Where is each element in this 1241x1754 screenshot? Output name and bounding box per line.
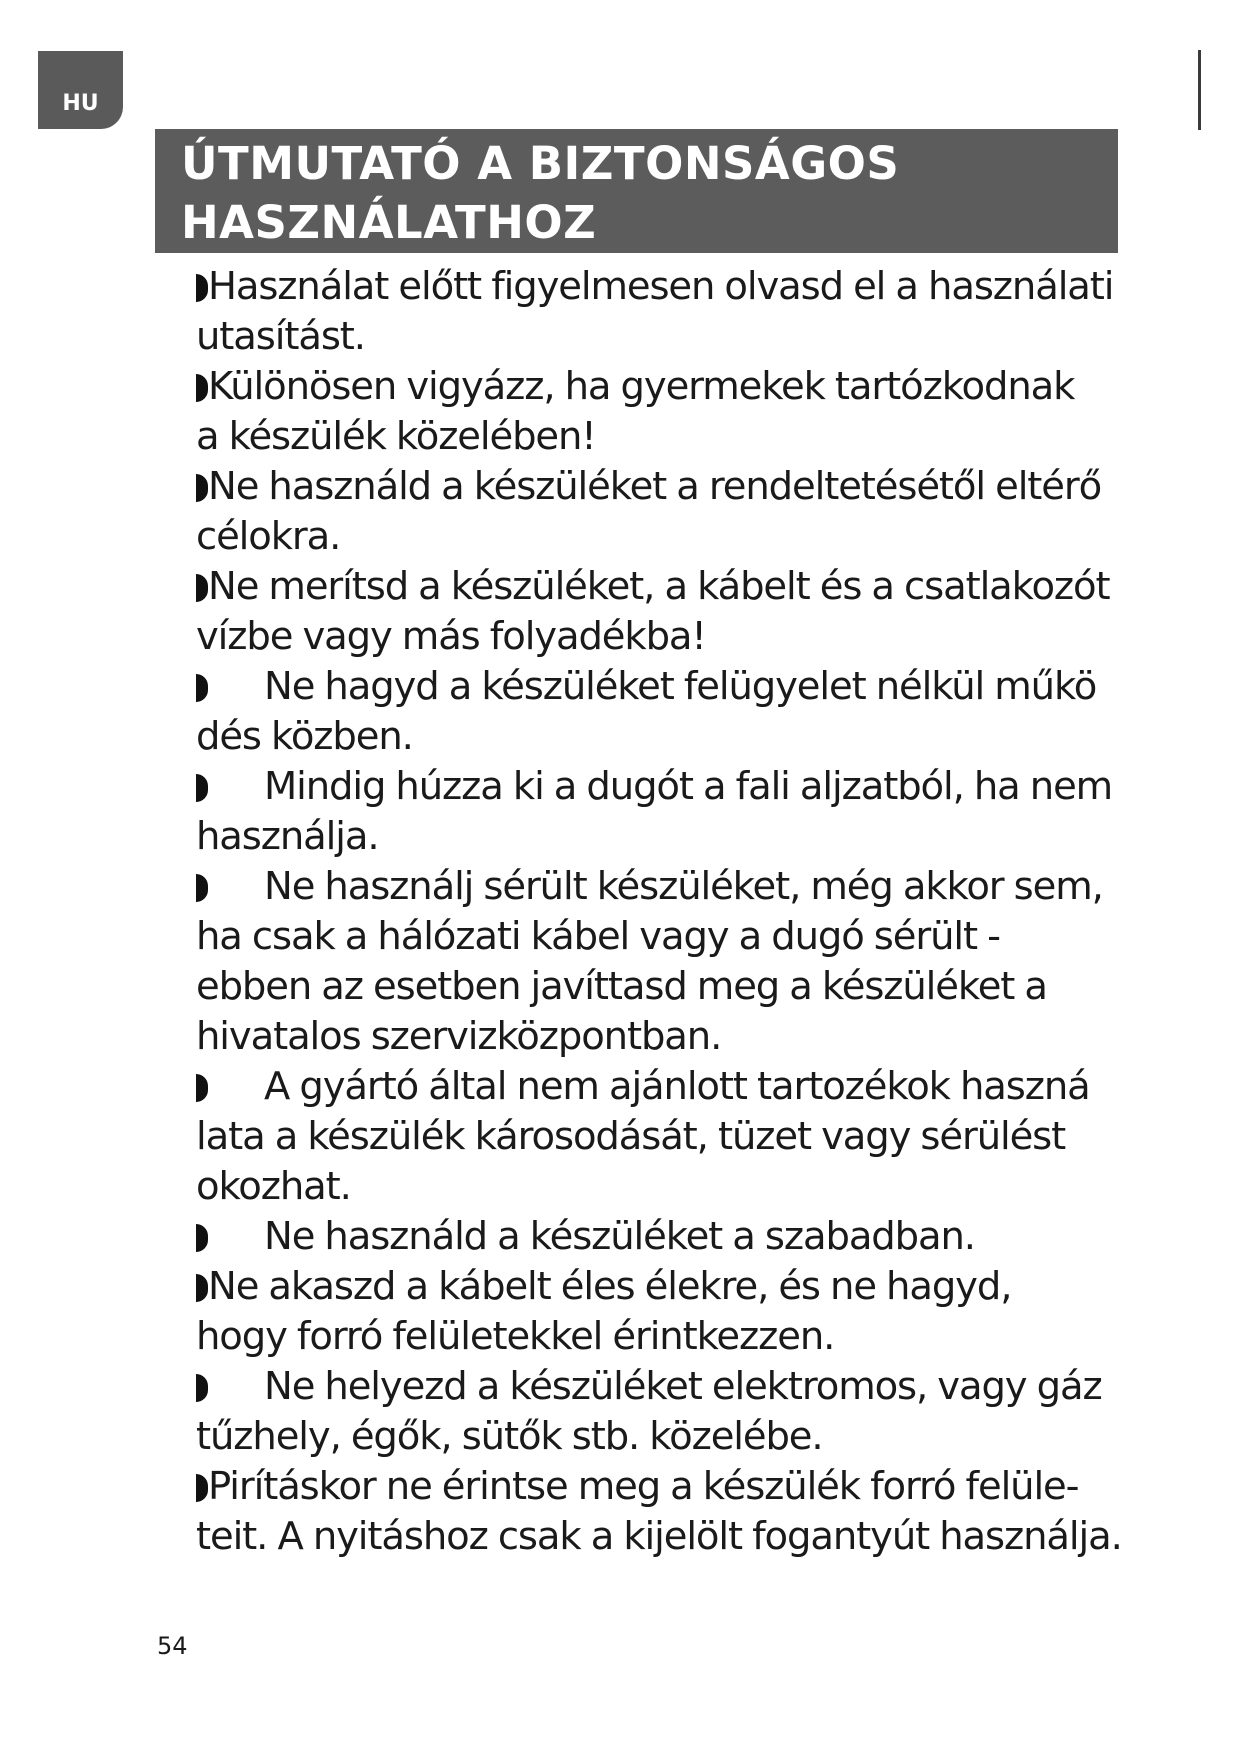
bullet-icon <box>196 1274 208 1302</box>
bullet-icon <box>196 674 208 702</box>
safety-item-line <box>196 412 1206 462</box>
safety-instructions-list <box>196 262 1206 1562</box>
safety-item-text: hivatalos szervizközpontban. <box>196 1014 722 1059</box>
safety-item-line <box>196 962 1206 1012</box>
safety-item-line <box>196 1212 1206 1262</box>
safety-item <box>196 562 1206 662</box>
safety-item <box>196 662 1206 762</box>
safety-item-line <box>196 1062 1206 1112</box>
bullet-icon <box>196 1474 208 1502</box>
bullet-icon <box>196 774 208 802</box>
safety-item-text: Ne merítsd a készüléket, a kábelt és a csatlakozót <box>208 564 1110 609</box>
safety-item <box>196 1062 1206 1212</box>
safety-item-text: lata a készülék károsodását, tüzet vagy sérülést <box>196 1114 1066 1159</box>
safety-item-line <box>196 1162 1206 1212</box>
safety-item <box>196 762 1206 862</box>
safety-item-line <box>196 512 1206 562</box>
safety-item <box>196 862 1206 1062</box>
safety-item-line <box>196 1012 1206 1062</box>
safety-item-text: ebben az esetben javíttasd meg a készüléket a <box>196 964 1047 1009</box>
safety-item-line <box>196 812 1206 862</box>
bullet-icon <box>196 574 208 602</box>
safety-item-line <box>196 562 1206 612</box>
safety-item-line <box>196 712 1206 762</box>
safety-item <box>196 362 1206 462</box>
safety-item-line <box>196 612 1206 662</box>
safety-item-text: A gyártó által nem ajánlott tartozékok haszná <box>264 1064 1090 1109</box>
bullet-icon <box>196 1374 208 1402</box>
safety-item-text: Pirításkor ne érintse meg a készülék forró felüle- <box>208 1464 1079 1509</box>
safety-item <box>196 1212 1206 1262</box>
safety-item-line <box>196 312 1206 362</box>
bullet-icon <box>196 374 208 402</box>
safety-item-text: Ne akaszd a kábelt éles élekre, és ne hagyd, <box>208 1264 1012 1309</box>
bullet-icon <box>196 874 208 902</box>
section-title-line-2: HASZNÁLATHOZ <box>181 196 597 249</box>
safety-item-text: utasítást. <box>196 314 365 359</box>
safety-item-line <box>196 1112 1206 1162</box>
safety-item-line <box>196 862 1206 912</box>
page-edge-rule <box>1198 50 1201 130</box>
safety-item-text: teit. A nyitáshoz csak a kijelölt fogantyút használja. <box>196 1514 1122 1559</box>
bullet-icon <box>196 1224 208 1252</box>
safety-item-line <box>196 1262 1206 1312</box>
safety-item <box>196 1362 1206 1462</box>
safety-item-text: tűzhely, égők, sütők stb. közelébe. <box>196 1414 823 1459</box>
safety-item-line <box>196 912 1206 962</box>
safety-item-text: okozhat. <box>196 1164 351 1209</box>
bullet-icon <box>196 1074 208 1102</box>
safety-item-text: használja. <box>196 814 379 859</box>
page-number: 54 <box>157 1632 188 1660</box>
safety-item-text: a készülék közelében! <box>196 414 596 459</box>
language-code: HU <box>62 90 99 116</box>
safety-item-text: Mindig húzza ki a dugót a fali aljzatból, ha nem <box>264 764 1113 809</box>
safety-item-line <box>196 1512 1206 1562</box>
safety-item-text: vízbe vagy más folyadékba! <box>196 614 706 659</box>
safety-item <box>196 262 1206 362</box>
safety-item-text: Ne használd a készüléket a rendeltetésétől eltérő <box>208 464 1102 509</box>
safety-item-text: Ne helyezd a készüléket elektromos, vagy gáz <box>264 1364 1102 1409</box>
safety-item-text: ha csak a hálózati kábel vagy a dugó sérült - <box>196 914 1000 959</box>
safety-item-text: Ne használd a készüléket a szabadban. <box>264 1214 975 1259</box>
safety-item-text: Különösen vigyázz, ha gyermekek tartózkodnak <box>208 364 1075 409</box>
bullet-icon <box>196 474 208 502</box>
language-tab <box>38 51 123 129</box>
bullet-icon <box>196 274 208 302</box>
safety-item-text: dés közben. <box>196 714 413 759</box>
safety-item <box>196 1462 1206 1562</box>
safety-item <box>196 1262 1206 1362</box>
section-title-line-1: ÚTMUTATÓ A BIZTONSÁGOS <box>181 137 900 190</box>
safety-item-text: célokra. <box>196 514 341 559</box>
safety-item-line <box>196 662 1206 712</box>
safety-item-line <box>196 262 1206 312</box>
safety-item-text: Ne használj sérült készüléket, még akkor sem, <box>264 864 1103 909</box>
safety-item-text: Használat előtt figyelmesen olvasd el a használati <box>208 264 1114 309</box>
safety-item-line <box>196 462 1206 512</box>
safety-item-line <box>196 362 1206 412</box>
safety-item-line <box>196 1462 1206 1512</box>
safety-item <box>196 462 1206 562</box>
safety-item-line <box>196 762 1206 812</box>
safety-item-text: hogy forró felületekkel érintkezzen. <box>196 1314 835 1359</box>
safety-item-text: Ne hagyd a készüléket felügyelet nélkül műkö <box>264 664 1097 709</box>
safety-item-line <box>196 1362 1206 1412</box>
safety-item-line <box>196 1412 1206 1462</box>
safety-item-line <box>196 1312 1206 1362</box>
section-title-banner <box>155 129 1118 253</box>
